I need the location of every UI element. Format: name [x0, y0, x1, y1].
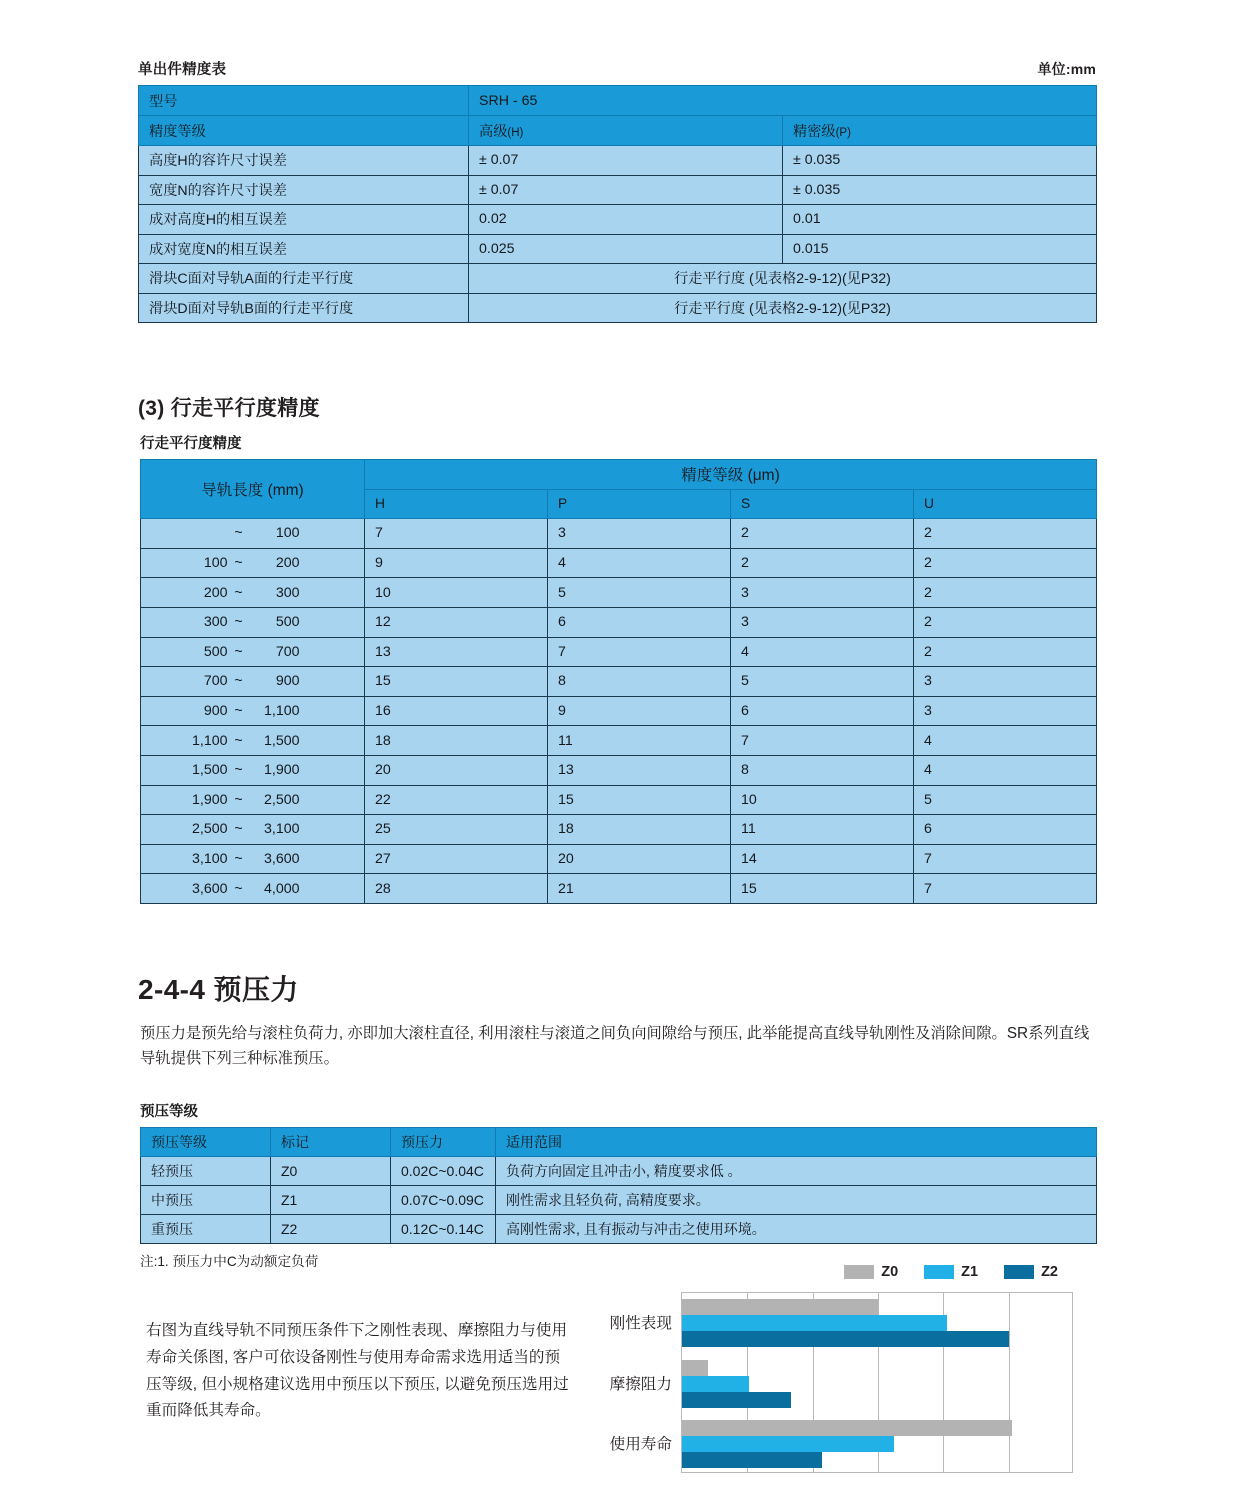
table-row — [141, 785, 1097, 815]
table-row — [141, 637, 1097, 667]
grade-value-u: 2 — [914, 607, 1097, 637]
table-row — [141, 874, 1097, 904]
range-tilde: ~ — [234, 584, 243, 601]
range-to: 2,500 — [263, 791, 300, 808]
col-scope: 适用范围 — [496, 1128, 1097, 1157]
preload-force: 0.07C~0.09C — [391, 1186, 496, 1215]
section244-heading: 2-4-4 预压力 — [138, 974, 299, 1005]
grade-value-p: 6 — [548, 607, 731, 637]
chart-category-label: 使用寿命 — [609, 1435, 672, 1453]
table-row — [141, 460, 1097, 490]
precision-table-caption: 单出件精度表 — [138, 62, 227, 78]
range-from: 500 — [203, 643, 228, 660]
grade-value-h: 25 — [365, 815, 548, 845]
grade-value-h: 7 — [365, 519, 548, 549]
table-row — [139, 293, 1097, 323]
row-label: 成对高度H的相互误差 — [139, 205, 469, 235]
legend-item-z0 — [844, 1264, 898, 1280]
range-from: 300 — [203, 614, 228, 631]
row-label: 滑块D面对导轨B面的行走平行度 — [139, 293, 469, 323]
range-to: 900 — [275, 673, 300, 690]
grade-value-u: 4 — [914, 726, 1097, 756]
row-p: 0.01 — [783, 205, 1097, 235]
grade-value-p: 18 — [548, 815, 731, 845]
legend-label-z0: Z0 — [881, 1264, 899, 1280]
range-tilde: ~ — [234, 880, 243, 897]
parallelism-table — [140, 459, 1097, 904]
section3-heading: (3) 行走平行度精度 — [138, 397, 320, 420]
chart-bar-z1 — [682, 1376, 749, 1392]
legend-swatch-z0 — [844, 1265, 874, 1279]
chart-category-label: 摩擦阻力 — [609, 1375, 672, 1393]
figure-description: 右图为直线导轨不同预压条件下之刚性表现、摩擦阻力与使用寿命关係图, 客户可依设备刚性与使用寿命需求选用适当的预压等级, 但小规格建议选用中预压以下预压, 以避免预压选用过重而降低其寿命。 — [146, 1322, 569, 1420]
grade-value-h: 12 — [365, 607, 548, 637]
legend-swatch-z1 — [924, 1265, 954, 1279]
range-from: 700 — [203, 673, 228, 690]
grade-value-p: 4 — [548, 548, 731, 578]
rail-length-range — [141, 548, 365, 578]
legend-item-z2 — [1004, 1264, 1058, 1280]
grade-value-u: 2 — [914, 578, 1097, 608]
grade-value-h: 9 — [365, 548, 548, 578]
range-to: 500 — [275, 614, 300, 631]
rail-length-range — [141, 578, 365, 608]
grade-value-h: 13 — [365, 637, 548, 667]
grade-value-p: 20 — [548, 844, 731, 874]
table-row — [141, 1215, 1097, 1244]
preload-comparison-chart — [600, 1264, 1100, 1479]
preload-grade: 轻预压 — [141, 1157, 271, 1186]
grade-precise-sup: (P) — [835, 126, 851, 139]
row-p: 0.015 — [783, 234, 1097, 264]
grade-value-s: 10 — [731, 785, 914, 815]
range-to: 200 — [275, 555, 300, 572]
section244-paragraph: 预压力是预先给与滚柱负荷力, 亦即加大滚柱直径, 利用滚柱与滚道之间负向间隙给与预压, 此举能提高直线导轨刚性及消除间隙。SR系列直线导轨提供下列三种标准预压。 — [140, 1025, 1090, 1067]
chart-bar-z2 — [682, 1392, 791, 1408]
range-from: 2,500 — [191, 821, 228, 838]
grade-value-h: 15 — [365, 667, 548, 697]
chart-bar-z0 — [682, 1420, 1012, 1436]
grade-value-u: 2 — [914, 519, 1097, 549]
table-row — [139, 175, 1097, 205]
grade-value-s: 7 — [731, 726, 914, 756]
grade-value-h: 20 — [365, 755, 548, 785]
table-row — [139, 264, 1097, 294]
range-from: 1,900 — [191, 791, 228, 808]
rail-length-range — [141, 637, 365, 667]
rail-length-range — [141, 755, 365, 785]
chart-bar-z2 — [682, 1331, 1009, 1347]
preload-force: 0.12C~0.14C — [391, 1215, 496, 1244]
chart-bar-z0 — [682, 1299, 878, 1315]
row-label: 滑块C面对导轨A面的行走平行度 — [139, 264, 469, 294]
table-row — [139, 205, 1097, 235]
table-row — [141, 815, 1097, 845]
grade-value-s: 14 — [731, 844, 914, 874]
grade-precise-text: 精密级 — [793, 123, 836, 140]
row-label: 成对宽度N的相互误差 — [139, 234, 469, 264]
range-to: 4,000 — [263, 880, 300, 897]
grade-label: 精度等级 — [139, 116, 469, 146]
grade-value-h: 22 — [365, 785, 548, 815]
chart-legend — [600, 1264, 1100, 1280]
preload-scope: 负荷方向固定且冲击小, 精度要求低 。 — [496, 1157, 1097, 1186]
preload-table — [140, 1127, 1097, 1244]
preload-note: 注:1. 预压力中C为动额定负荷 — [140, 1254, 319, 1269]
grade-value-s: 3 — [731, 607, 914, 637]
col-preload-grade: 预压等级 — [141, 1128, 271, 1157]
range-from: 200 — [203, 584, 228, 601]
chart-category-label: 刚性表现 — [609, 1315, 672, 1333]
grade-value-p: 21 — [548, 874, 731, 904]
model-label: 型号 — [139, 86, 469, 116]
range-tilde: ~ — [234, 791, 243, 808]
rail-length-range — [141, 815, 365, 845]
grade-value-s: 2 — [731, 548, 914, 578]
grade-value-p: 3 — [548, 519, 731, 549]
grade-value-h: 28 — [365, 874, 548, 904]
range-tilde: ~ — [234, 643, 243, 660]
row-p: ± 0.035 — [783, 175, 1097, 205]
table-row — [141, 1157, 1097, 1186]
preload-grade: 重预压 — [141, 1215, 271, 1244]
col-grade-p: P — [548, 489, 731, 519]
rail-length-range — [141, 667, 365, 697]
range-tilde: ~ — [234, 525, 243, 542]
grade-value-p: 7 — [548, 637, 731, 667]
parallelism-table-caption: 行走平行度精度 — [140, 436, 242, 452]
table-row — [139, 86, 1097, 116]
row-h: 0.025 — [469, 234, 783, 264]
rail-length-range — [141, 874, 365, 904]
range-tilde: ~ — [234, 703, 243, 720]
range-tilde: ~ — [234, 732, 243, 749]
grade-high-cell — [469, 116, 783, 146]
table-row — [141, 1186, 1097, 1215]
grade-value-s: 4 — [731, 637, 914, 667]
col-mark: 标记 — [271, 1128, 391, 1157]
preload-table-caption: 预压等级 — [140, 1104, 198, 1120]
rail-length-range — [141, 519, 365, 549]
range-to: 300 — [275, 584, 300, 601]
grade-value-p: 11 — [548, 726, 731, 756]
grade-precise-cell — [783, 116, 1097, 146]
preload-scope: 刚性需求且轻负荷, 高精度要求。 — [496, 1186, 1097, 1215]
table-row — [141, 519, 1097, 549]
table-row — [139, 116, 1097, 146]
table-row — [141, 607, 1097, 637]
preload-scope: 高刚性需求, 且有振动与冲击之使用环境。 — [496, 1215, 1097, 1244]
grade-high-sup: (H) — [507, 126, 524, 139]
preload-grade: 中预压 — [141, 1186, 271, 1215]
rail-length-range — [141, 785, 365, 815]
grade-value-u: 2 — [914, 548, 1097, 578]
grade-value-p: 8 — [548, 667, 731, 697]
legend-item-z1 — [924, 1264, 978, 1280]
range-to: 1,500 — [263, 732, 300, 749]
grade-value-p: 5 — [548, 578, 731, 608]
range-tilde: ~ — [234, 821, 243, 838]
range-to: 1,900 — [263, 762, 300, 779]
grade-value-s: 11 — [731, 815, 914, 845]
range-from: 3,100 — [191, 851, 228, 868]
range-to: 100 — [275, 525, 300, 542]
grade-value-s: 6 — [731, 696, 914, 726]
row-label: 宽度N的容许尺寸误差 — [139, 175, 469, 205]
chart-bar-z0 — [682, 1360, 708, 1376]
grade-value-s: 5 — [731, 667, 914, 697]
range-to: 3,100 — [263, 821, 300, 838]
range-tilde: ~ — [234, 673, 243, 690]
row-h: ± 0.07 — [469, 146, 783, 176]
legend-swatch-z2 — [1004, 1265, 1034, 1279]
grade-value-s: 8 — [731, 755, 914, 785]
range-tilde: ~ — [234, 851, 243, 868]
row-p: ± 0.035 — [783, 146, 1097, 176]
precision-table-caption-row — [138, 58, 1096, 79]
grade-high-text: 高级 — [479, 123, 508, 140]
range-to: 700 — [275, 643, 300, 660]
rail-length-range — [141, 726, 365, 756]
grade-value-h: 16 — [365, 696, 548, 726]
table-row — [139, 146, 1097, 176]
range-tilde: ~ — [234, 614, 243, 631]
grade-value-u: 3 — [914, 696, 1097, 726]
range-to: 1,100 — [263, 703, 300, 720]
table-row — [141, 755, 1097, 785]
chart-bar-z1 — [682, 1436, 894, 1452]
grade-value-u: 7 — [914, 874, 1097, 904]
preload-mark: Z2 — [271, 1215, 391, 1244]
grade-value-u: 4 — [914, 755, 1097, 785]
preload-mark: Z0 — [271, 1157, 391, 1186]
rail-length-range — [141, 607, 365, 637]
range-from: 900 — [203, 703, 228, 720]
grade-value-h: 18 — [365, 726, 548, 756]
row-h: ± 0.07 — [469, 175, 783, 205]
col-rail-length: 导轨長度 (mm) — [141, 460, 365, 519]
chart-bar-z2 — [682, 1452, 822, 1468]
grade-value-p: 15 — [548, 785, 731, 815]
grade-value-p: 13 — [548, 755, 731, 785]
model-value: SRH - 65 — [469, 86, 1097, 116]
range-tilde: ~ — [234, 762, 243, 779]
grade-value-u: 5 — [914, 785, 1097, 815]
table-row — [141, 1128, 1097, 1157]
row-label: 高度H的容许尺寸误差 — [139, 146, 469, 176]
range-to: 3,600 — [263, 851, 300, 868]
rail-length-range — [141, 696, 365, 726]
chart-plot-area — [681, 1292, 1073, 1473]
row-merged-value: 行走平行度 (见表格2-9-12)(见P32) — [469, 264, 1097, 294]
precision-table — [138, 85, 1097, 323]
table-row — [141, 726, 1097, 756]
table-row — [141, 548, 1097, 578]
col-grade-s: S — [731, 489, 914, 519]
row-h: 0.02 — [469, 205, 783, 235]
chart-gridline — [1009, 1293, 1010, 1472]
grade-value-h: 27 — [365, 844, 548, 874]
col-grade-group: 精度等级 (μm) — [365, 460, 1097, 490]
grade-value-s: 3 — [731, 578, 914, 608]
grade-value-u: 7 — [914, 844, 1097, 874]
table-row — [141, 844, 1097, 874]
legend-label-z2: Z2 — [1041, 1264, 1058, 1280]
row-merged-value: 行走平行度 (见表格2-9-12)(见P32) — [469, 293, 1097, 323]
table-row — [141, 667, 1097, 697]
precision-table-unit-note: 单位:mm — [1037, 61, 1096, 77]
col-grade-u: U — [914, 489, 1097, 519]
preload-mark: Z1 — [271, 1186, 391, 1215]
range-from: 1,100 — [191, 732, 228, 749]
grade-value-u: 6 — [914, 815, 1097, 845]
grade-value-p: 9 — [548, 696, 731, 726]
rail-length-range — [141, 844, 365, 874]
table-row — [141, 696, 1097, 726]
range-from: 100 — [203, 555, 228, 572]
range-from: 3,600 — [191, 880, 228, 897]
table-row — [139, 234, 1097, 264]
grade-value-u: 3 — [914, 667, 1097, 697]
col-grade-h: H — [365, 489, 548, 519]
grade-value-s: 15 — [731, 874, 914, 904]
grade-value-h: 10 — [365, 578, 548, 608]
preload-force: 0.02C~0.04C — [391, 1157, 496, 1186]
col-force: 预压力 — [391, 1128, 496, 1157]
chart-bar-z1 — [682, 1315, 947, 1331]
range-from: 1,500 — [191, 762, 228, 779]
legend-label-z1: Z1 — [961, 1264, 979, 1280]
grade-value-u: 2 — [914, 637, 1097, 667]
range-tilde: ~ — [234, 555, 243, 572]
table-row — [141, 578, 1097, 608]
grade-value-s: 2 — [731, 519, 914, 549]
